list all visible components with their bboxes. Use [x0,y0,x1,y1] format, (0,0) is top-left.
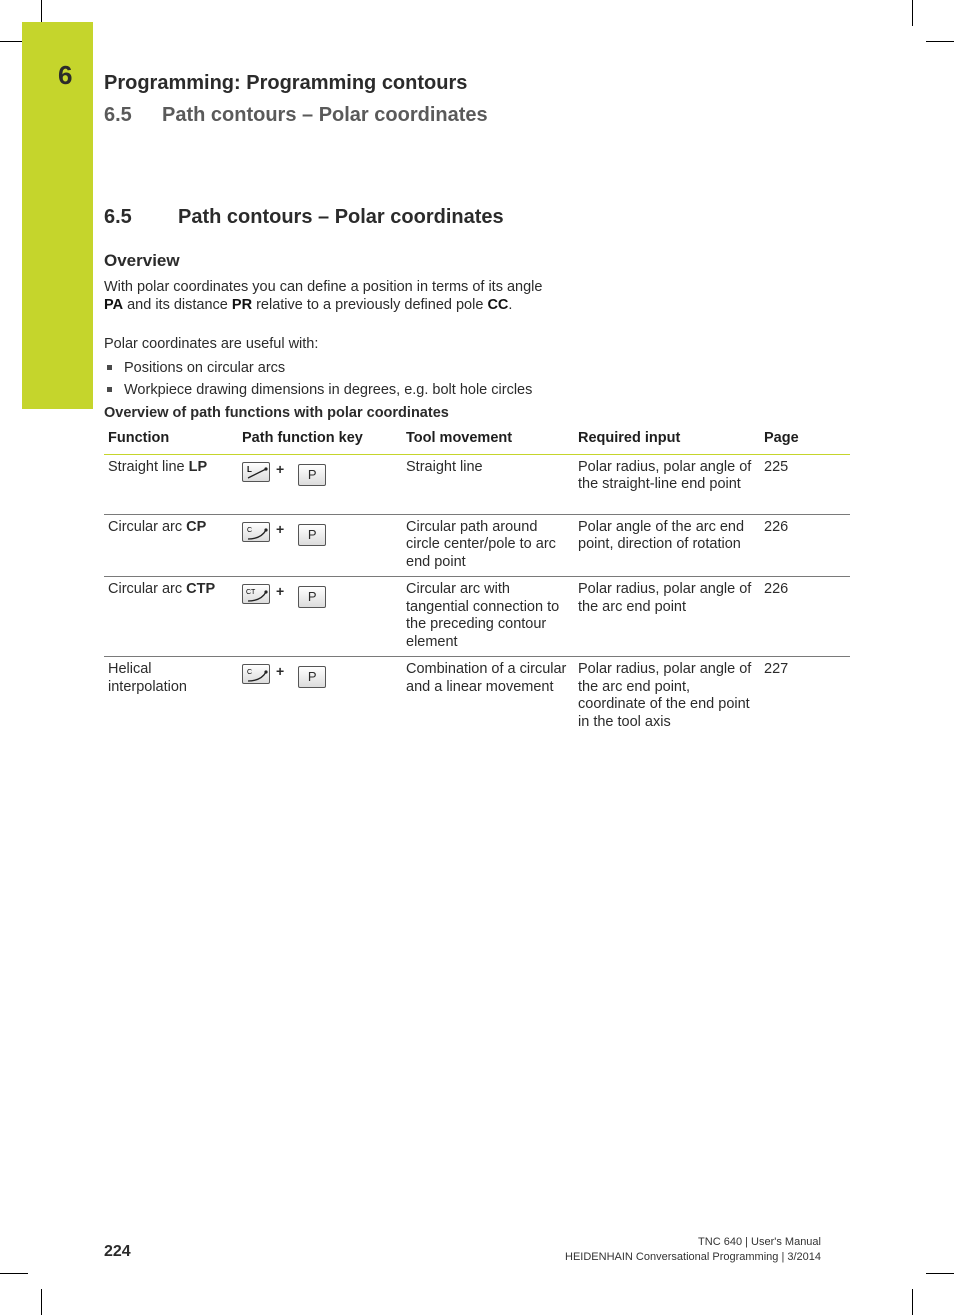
bullet-square-icon [107,365,112,370]
list-item-text: Workpiece drawing dimensions in degrees, e.g. bolt hole circles [124,382,533,398]
table-row [104,577,850,657]
input-cell: Polar radius, polar angle of the arc end point, coordinate of the end point in the tool axis [578,661,752,730]
crop-mark [912,1289,913,1315]
function-text: Helical interpolation [108,661,187,695]
section-number: 6.5 [104,206,132,228]
list-item-text: Positions on circular arcs [124,360,286,376]
line-key-icon [242,462,270,482]
footer-info [565,1235,821,1265]
key-letter: C [247,526,253,534]
plus-sign: + [276,583,285,599]
intro-text: and its distance [123,297,232,313]
function-code: CTP [186,581,216,597]
function-text: Circular arc [108,581,187,597]
table-row [104,657,850,737]
function-cell [104,577,238,657]
function-cell [104,657,238,737]
intro-text: . [508,297,513,313]
page-cell: 227 [764,661,789,677]
section-heading [104,206,504,229]
plus-sign: + [276,520,285,537]
p-key-icon: P [298,666,326,688]
bullet-square-icon [107,387,112,392]
function-cell [104,514,238,577]
intro-text: relative to a previously defined pole [252,297,488,313]
column-header: Path function key [238,426,402,454]
input-cell: Polar radius, polar angle of the straight-line end point [574,454,760,514]
page-number: 224 [104,1243,131,1260]
crop-mark [926,1273,954,1274]
chapter-number: 6 [58,60,73,90]
p-key-icon: P [298,464,326,486]
movement-cell: Circular arc with tangential connection to the preceding contour element [402,577,574,657]
intro-text: With polar coordinates you can define a position in terms of its angle [104,279,543,295]
table-row [104,514,850,577]
bullet-list [104,357,532,401]
page-cell: 226 [760,514,850,577]
plus-sign: + [276,460,285,477]
intro-term-pr: PR [231,297,253,313]
crop-mark [926,41,954,42]
function-code: CP [186,518,207,535]
table-header-row [104,426,850,454]
key-letter: CT [246,589,256,596]
intro-term-cc: CC [487,297,509,313]
overview-heading: Overview [104,251,180,270]
running-section-title: Path contours – Polar coordinates [162,104,488,126]
input-cell: Polar angle of the arc end point, direction of rotation [574,514,760,577]
crop-mark [0,1273,28,1274]
function-text: Circular arc [108,518,187,535]
intro-term-pa: PA [104,297,124,313]
function-code: LP [188,458,208,475]
list-item [104,379,532,401]
key-cell [238,657,402,737]
useful-with-text: Polar coordinates are useful with: [104,336,319,352]
key-cell [238,454,402,514]
p-key-icon: P [298,524,326,546]
intro-paragraph [104,278,544,314]
input-cell: Polar radius, polar angle of the arc end point [574,577,760,657]
page-cell: 226 [760,577,850,657]
circle-key-icon [242,664,270,684]
crop-mark [41,1289,42,1315]
plus-sign: + [276,663,285,679]
column-header: Required input [574,426,760,454]
key-letter: L [247,464,252,474]
function-cell [104,454,238,514]
running-section-header [104,104,488,127]
movement-cell: Straight line [402,454,574,514]
table-caption: Overview of path functions with polar coordinates [104,405,449,421]
running-section-number: 6.5 [104,104,132,126]
key-cell [238,514,402,577]
table-row [104,454,850,514]
page-cell: 225 [760,454,850,514]
list-item [104,357,532,379]
section-title: Path contours – Polar coordinates [178,206,504,228]
column-header: Page [760,426,850,454]
p-key-icon: P [298,586,326,608]
crop-mark [912,0,913,26]
movement-cell: Circular path around circle center/pole to arc end point [402,514,574,577]
movement-cell: Combination of a circular and a linear movement [406,661,567,695]
circle-key-icon [242,522,270,542]
footer-line: HEIDENHAIN Conversational Programming | 3/2014 [565,1251,821,1263]
path-functions-table [104,426,850,736]
tangent-circle-key-icon [242,584,270,604]
key-letter: C [247,669,253,676]
footer-line: TNC 640 | User's Manual [698,1236,821,1248]
column-header: Tool movement [402,426,574,454]
column-header: Function [104,426,238,454]
key-cell [238,577,402,657]
function-text: Straight line [108,458,189,475]
chapter-title: Programming: Programming contours [104,72,468,94]
